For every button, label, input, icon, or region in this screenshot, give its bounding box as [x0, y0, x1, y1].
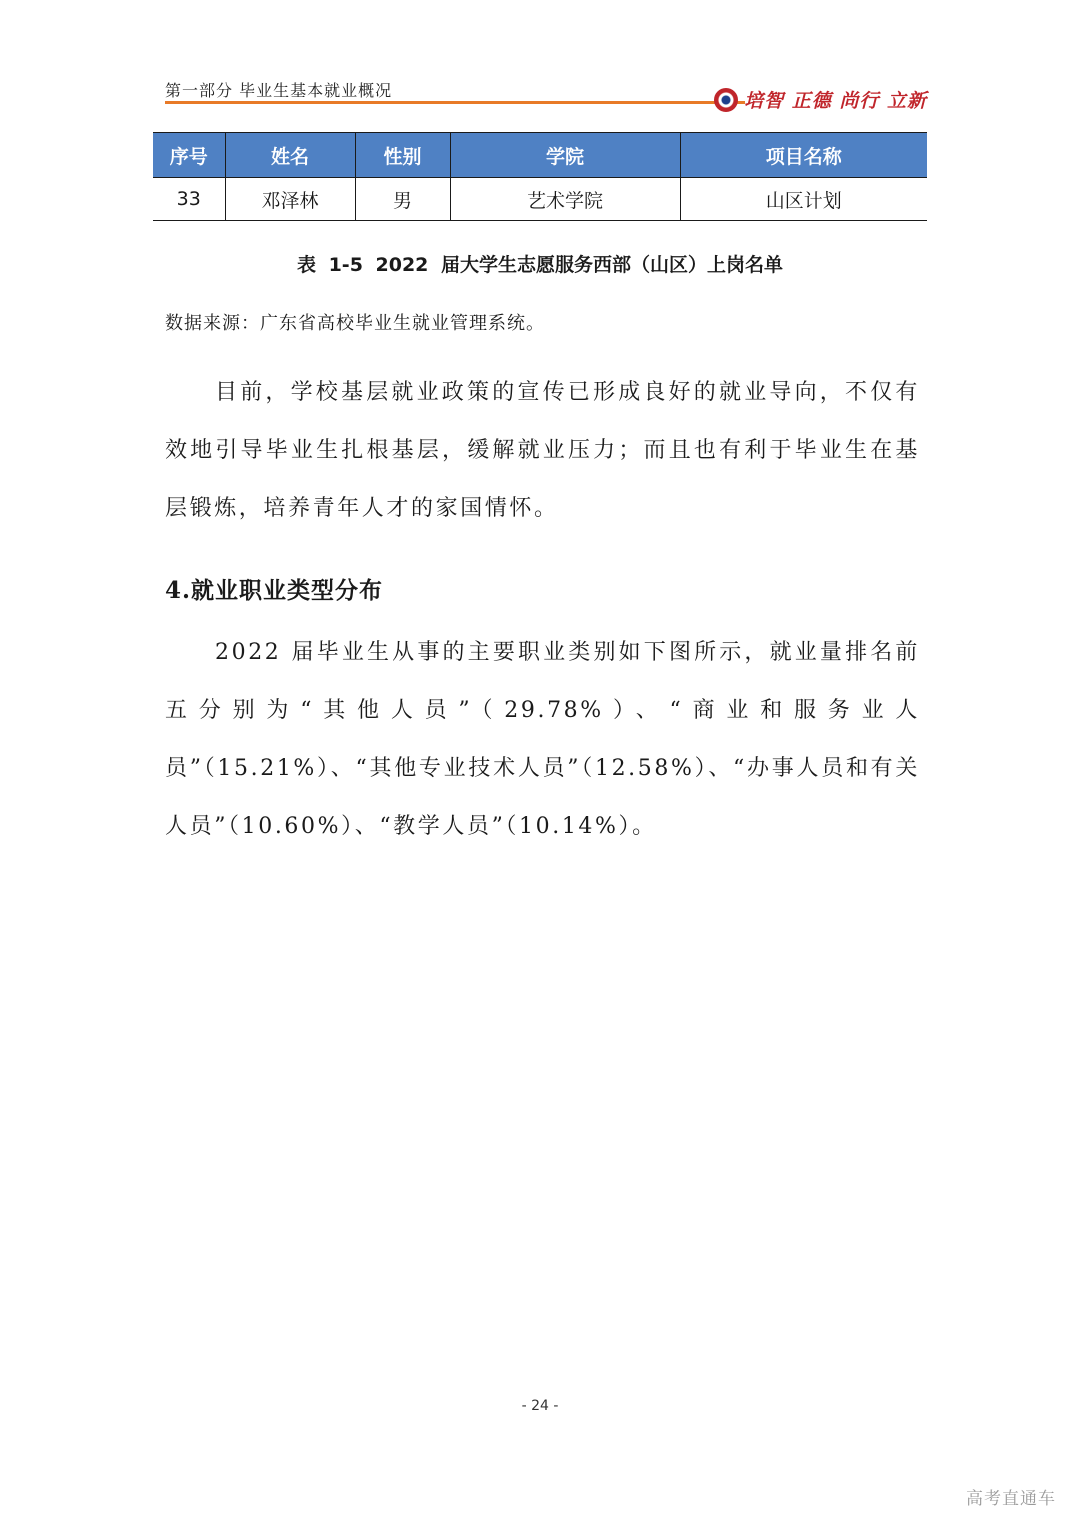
header-rule: [165, 101, 745, 104]
column-header-project: 项目名称: [680, 133, 927, 178]
body-paragraph-occupation: 2022 届毕业生从事的主要职业类别如下图所示，就业量排名前五分别为“其他人员”（29.78%）、“商业和服务业人员”（15.21%）、“其他专业技术人员”（12.58%）、“办事人员和有关人员”（10.60%）、“教学人员”（10.14%）。: [165, 640, 920, 839]
column-header-gender: 性别: [355, 133, 450, 178]
cell-project: 山区计划: [680, 178, 927, 221]
cell-gender: 男: [355, 178, 450, 221]
page-header: [165, 74, 927, 114]
column-header-index: 序号: [153, 133, 225, 178]
cell-name: 邓泽林: [225, 178, 355, 221]
cell-index: 33: [153, 178, 225, 221]
column-header-name: 姓名: [225, 133, 355, 178]
university-seal-icon: [714, 88, 738, 112]
table-row: [153, 178, 927, 221]
volunteer-roster-table: [153, 132, 927, 221]
table-header-row: [153, 133, 927, 178]
motto-text: 培智 正德 尚行 立新: [744, 90, 927, 112]
body-paragraph: 目前，学校基层就业政策的宣传已形成良好的就业导向，不仅有效地引导毕业生扎根基层，缓解就业压力；而且也有利于毕业生在基层锻炼，培养青年人才的家国情怀。: [165, 380, 920, 521]
watermark: 高考直通车: [966, 1489, 1056, 1509]
cell-college: 艺术学院: [450, 178, 680, 221]
column-header-college: 学院: [450, 133, 680, 178]
data-source-note: 数据来源：广东省高校毕业生就业管理系统。: [165, 313, 545, 334]
table-caption: 表 1-5 2022 届大学生志愿服务西部（山区）上岗名单: [296, 254, 784, 276]
page-number: - 24 -: [521, 1398, 559, 1414]
university-motto: [714, 86, 927, 113]
section-heading: 4.就业职业类型分布: [165, 577, 384, 604]
header-section-title: 第一部分 毕业生基本就业概况: [165, 81, 393, 100]
